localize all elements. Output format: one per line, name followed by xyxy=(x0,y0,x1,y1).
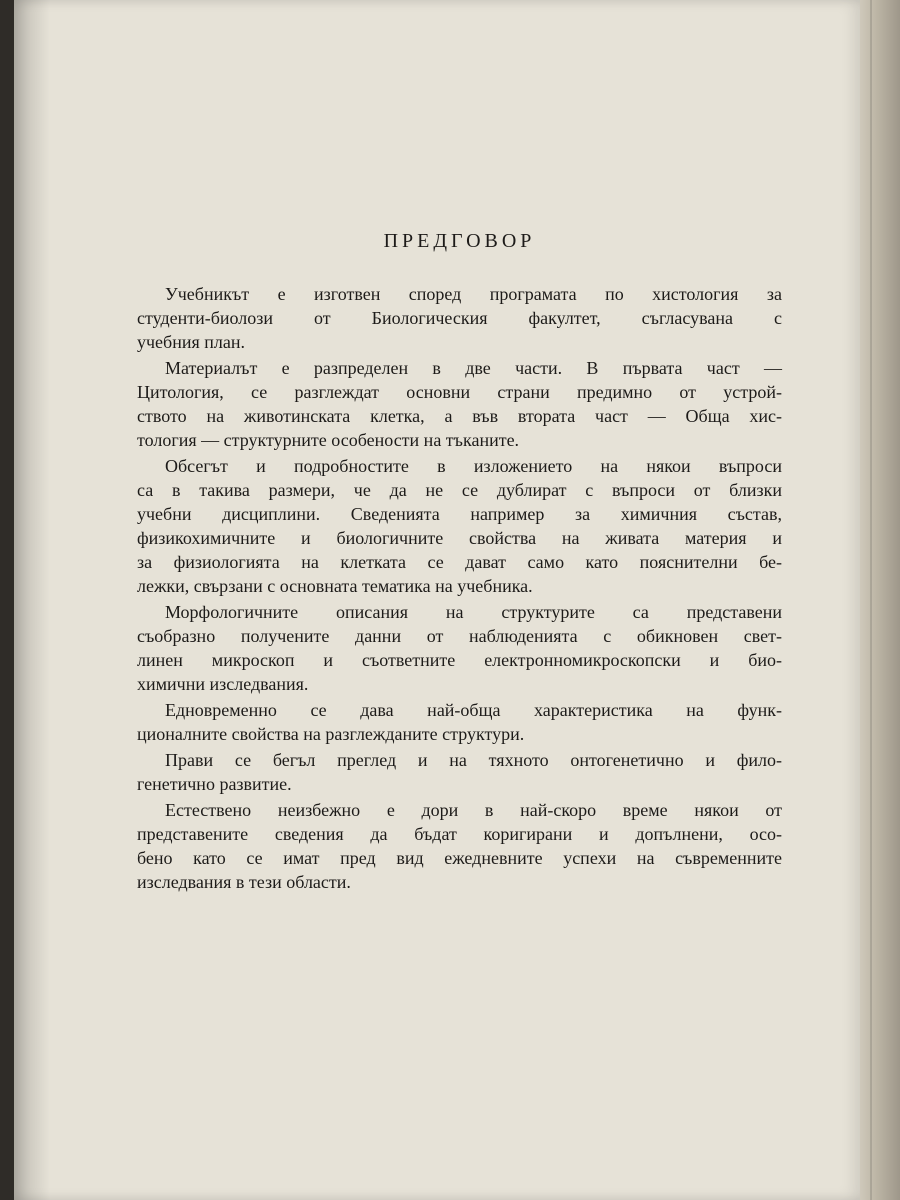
text-line xyxy=(137,798,782,822)
text-line xyxy=(137,698,782,722)
text-line: физикохимичните и биологичните свойства на живата материя и xyxy=(137,528,782,548)
text-line: лежки, свързани с основната тематика на учебника. xyxy=(137,576,533,596)
text-line xyxy=(137,748,782,772)
background-strip xyxy=(0,0,14,1200)
page-title: ПРЕДГОВОР xyxy=(383,230,536,252)
text-line: генетично развитие. xyxy=(137,774,292,794)
text-line: са в такива размери, че да не се дублират с въпроси от близки xyxy=(137,480,782,500)
text-line xyxy=(137,282,782,306)
text-line: бено като се имат пред вид ежедневните успехи на съвременните xyxy=(137,848,782,868)
text-line: химични изследвания. xyxy=(137,674,309,694)
text-line: ството на животинската клетка, а във втората част — Обща хис- xyxy=(137,406,782,426)
text-line-content: Материалът е разпределен в две части. В първата част — xyxy=(165,358,782,378)
text-line: линен микроскоп и съответните електронномикроскопски и био- xyxy=(137,650,782,670)
book-page xyxy=(14,0,860,1200)
text-line: изследвания в тези области. xyxy=(137,872,351,892)
text-line: учебния план. xyxy=(137,332,245,352)
text-line-content: Естествено неизбежно е дори в най-скоро време някои от xyxy=(165,800,782,820)
text-line: студенти-биолози от Биологическия факултет, съгласувана с xyxy=(137,308,782,328)
text-line-content: Учебникът е изготвен според програмата по хистология за xyxy=(165,284,782,304)
text-line xyxy=(137,356,782,380)
text-line: учебни дисциплини. Сведенията например за химичния състав, xyxy=(137,504,782,524)
text-line: Цитология, се разглеждат основни страни предимно от устрой- xyxy=(137,382,782,402)
text-line-content: Едновременно се дава най-обща характеристика на функ- xyxy=(165,700,782,720)
text-line xyxy=(137,454,782,478)
text-line: ционалните свойства на разглежданите структури. xyxy=(137,724,525,744)
text-line: тология — структурните особености на тъканите. xyxy=(137,430,520,450)
text-line xyxy=(137,600,782,624)
text-line-content: Морфологичните описания на структурите са представени xyxy=(165,602,782,622)
text-line: съобразно получените данни от наблюденията с обикновен свет- xyxy=(137,626,782,646)
text-line: за физиологията на клетката се дават само като пояснителни бе- xyxy=(137,552,782,572)
book-page-edge xyxy=(860,0,900,1200)
text-line-content: Прави се бегъл преглед и на тяхното онтогенетично и фило- xyxy=(165,750,782,770)
text-line-content: Обсегът и подробностите в изложението на някои въпроси xyxy=(165,456,782,476)
text-line: представените сведения да бъдат коригирани и допълнени, осо- xyxy=(137,824,782,844)
